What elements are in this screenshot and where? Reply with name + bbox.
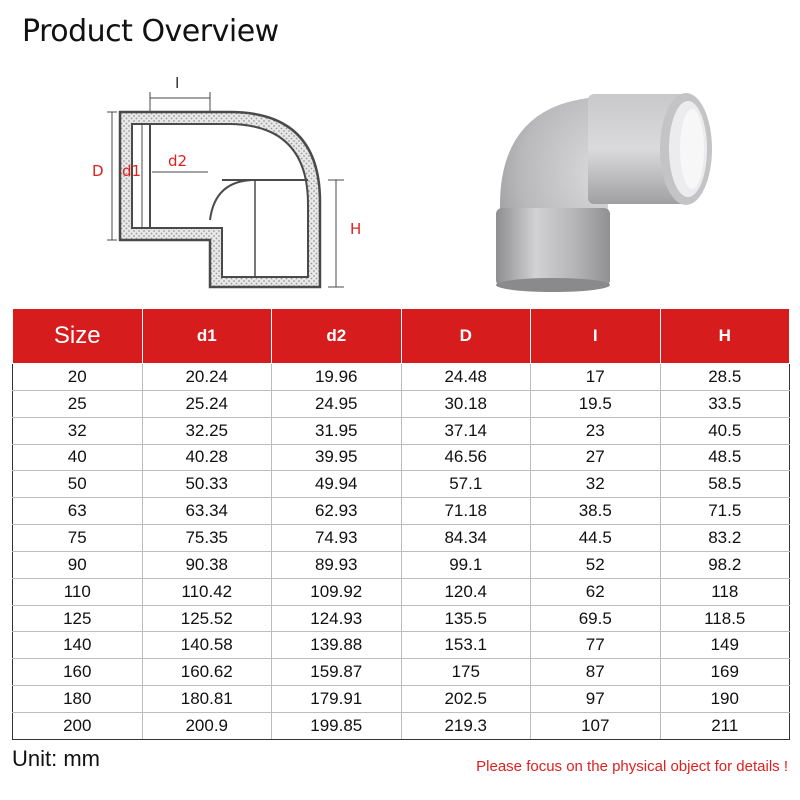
cell-outer-d: 30.18 [401,390,531,417]
cell-d2: 49.94 [272,471,402,498]
cell-i: 87 [531,659,661,686]
cell-size: 32 [13,417,143,444]
label-outer-diameter: D [92,162,104,180]
header-i: I [531,309,661,364]
cell-i: 32 [531,471,661,498]
cell-h: 83.2 [660,525,790,552]
table-row [13,712,790,739]
table-row [13,605,790,632]
cell-size: 200 [13,712,143,739]
cell-h: 211 [660,712,790,739]
cell-outer-d: 24.48 [401,364,531,391]
table-row [13,659,790,686]
table-row [13,632,790,659]
cell-i: 17 [531,364,661,391]
cell-outer-d: 84.34 [401,525,531,552]
cell-d2: 24.95 [272,390,402,417]
cell-i: 52 [531,551,661,578]
elbow-product-image [478,80,718,295]
cell-d1: 50.33 [142,471,272,498]
cell-outer-d: 120.4 [401,578,531,605]
table-row [13,525,790,552]
header-outer-d: D [401,309,531,364]
cell-size: 180 [13,686,143,713]
cell-size: 125 [13,605,143,632]
elbow-product-drawing [478,80,718,295]
table-row [13,417,790,444]
cell-d1: 25.24 [142,390,272,417]
cell-size: 25 [13,390,143,417]
label-socket-diameter: d1 [122,162,142,180]
cell-d1: 110.42 [142,578,272,605]
cell-size: 20 [13,364,143,391]
cell-i: 62 [531,578,661,605]
cell-d1: 160.62 [142,659,272,686]
label-height: H [350,220,362,238]
cell-d1: 180.81 [142,686,272,713]
table-row [13,364,790,391]
cell-d2: 109.92 [272,578,402,605]
cell-size: 110 [13,578,143,605]
cell-outer-d: 135.5 [401,605,531,632]
cell-d1: 75.35 [142,525,272,552]
cell-outer-d: 153.1 [401,632,531,659]
header-size: Size [13,309,143,364]
cell-d2: 74.93 [272,525,402,552]
cell-h: 118.5 [660,605,790,632]
cell-h: 33.5 [660,390,790,417]
disclaimer-note: Please focus on the physical object for details ! [476,758,788,775]
cell-h: 98.2 [660,551,790,578]
cell-d1: 90.38 [142,551,272,578]
cell-h: 169 [660,659,790,686]
header-d2: d2 [272,309,402,364]
cell-i: 69.5 [531,605,661,632]
cell-i: 77 [531,632,661,659]
cell-size: 90 [13,551,143,578]
cell-size: 75 [13,525,143,552]
cell-d1: 140.58 [142,632,272,659]
cell-outer-d: 99.1 [401,551,531,578]
cell-h: 118 [660,578,790,605]
cell-outer-d: 219.3 [401,712,531,739]
cell-d1: 200.9 [142,712,272,739]
cell-h: 58.5 [660,471,790,498]
cell-d1: 40.28 [142,444,272,471]
page-title: Product Overview [22,14,279,49]
cell-h: 48.5 [660,444,790,471]
cell-d1: 125.52 [142,605,272,632]
cell-h: 28.5 [660,364,790,391]
cell-i: 23 [531,417,661,444]
unit-label: Unit: mm [12,746,100,771]
cell-size: 50 [13,471,143,498]
cell-d2: 124.93 [272,605,402,632]
cell-h: 149 [660,632,790,659]
cell-h: 71.5 [660,498,790,525]
cell-d1: 63.34 [142,498,272,525]
cell-size: 140 [13,632,143,659]
cell-d2: 31.95 [272,417,402,444]
cell-h: 40.5 [660,417,790,444]
elbow-diagram-drawing [90,72,380,302]
label-bore-diameter: d2 [168,152,188,170]
dimension-table [12,308,790,740]
cell-i: 27 [531,444,661,471]
table-row [13,471,790,498]
cell-d2: 89.93 [272,551,402,578]
label-insertion-depth: I [175,74,180,92]
cell-i: 44.5 [531,525,661,552]
table-row [13,444,790,471]
cell-outer-d: 37.14 [401,417,531,444]
cell-outer-d: 175 [401,659,531,686]
table-header-row [13,309,790,364]
cell-i: 38.5 [531,498,661,525]
table-row [13,551,790,578]
cell-d2: 62.93 [272,498,402,525]
table-row [13,390,790,417]
table-row [13,498,790,525]
elbow-cross-section-diagram [90,72,380,302]
header-d1: d1 [142,309,272,364]
cell-d2: 139.88 [272,632,402,659]
header-h: H [660,309,790,364]
cell-i: 19.5 [531,390,661,417]
cell-i: 97 [531,686,661,713]
cell-d1: 32.25 [142,417,272,444]
cell-size: 63 [13,498,143,525]
cell-d2: 159.87 [272,659,402,686]
cell-outer-d: 71.18 [401,498,531,525]
cell-size: 40 [13,444,143,471]
table-row [13,578,790,605]
cell-h: 190 [660,686,790,713]
cell-i: 107 [531,712,661,739]
table-row [13,686,790,713]
cell-d2: 39.95 [272,444,402,471]
cell-d2: 199.85 [272,712,402,739]
cell-outer-d: 57.1 [401,471,531,498]
cell-outer-d: 46.56 [401,444,531,471]
cell-outer-d: 202.5 [401,686,531,713]
cell-size: 160 [13,659,143,686]
cell-d2: 179.91 [272,686,402,713]
cell-d2: 19.96 [272,364,402,391]
cell-d1: 20.24 [142,364,272,391]
